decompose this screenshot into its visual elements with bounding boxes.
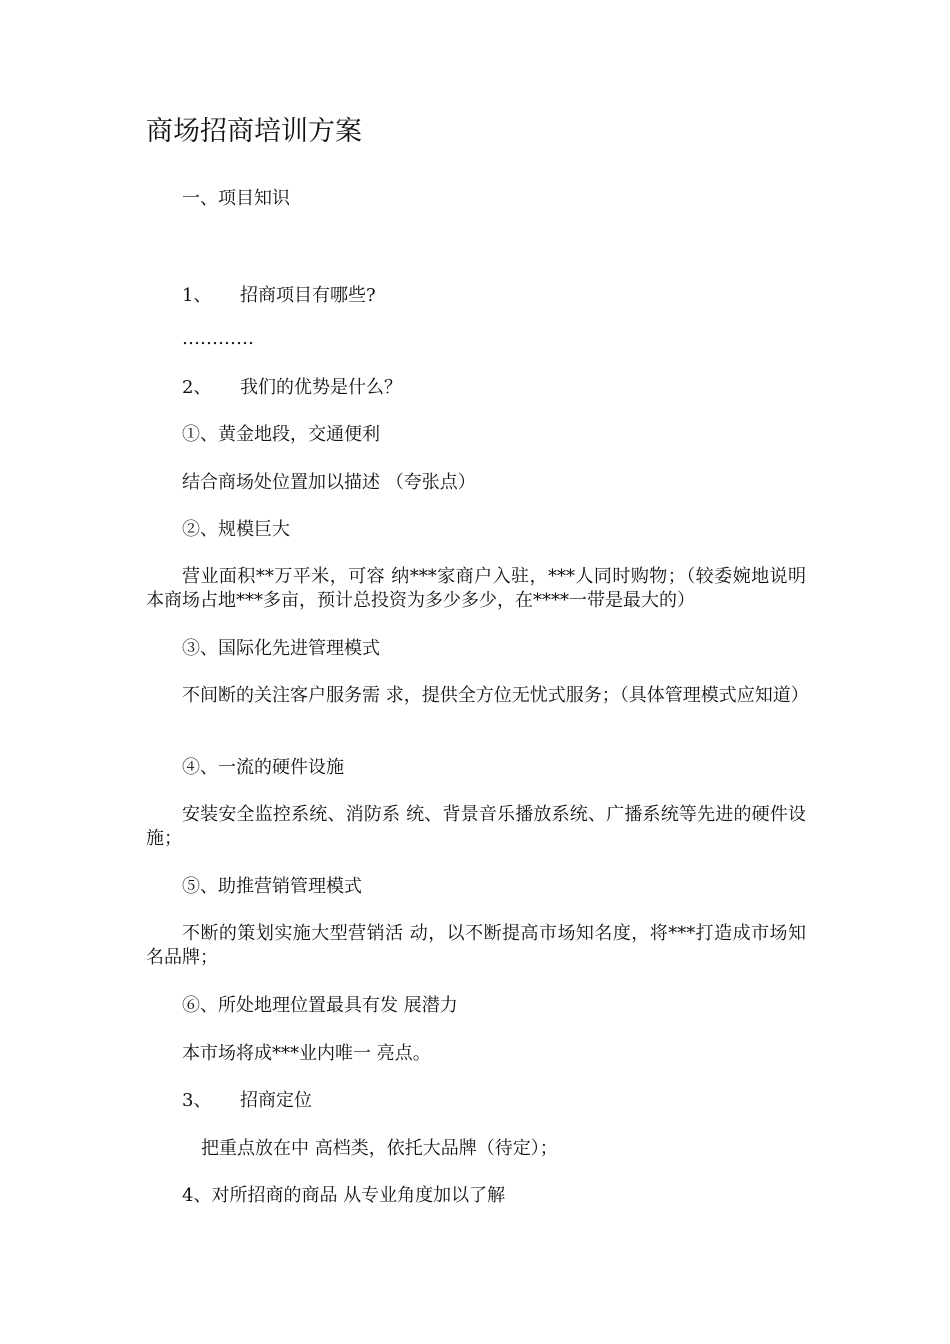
advantage-1-text: 结合商场处位置加以描述 （夸张点） [182,472,476,493]
advantage-6-heading: ⑥、所处地理位置最具有发 展潜力 [182,995,458,1016]
section-heading-project-knowledge: 一、项目知识 [182,188,290,209]
advantage-1-heading: ①、黄金地段，交通便利 [182,424,380,445]
advantage-6-text: 本市场将成***业内唯一 亮点。 [182,1043,431,1064]
question-4: 4、对所招商的商品 从专业角度加以了解 [182,1185,506,1206]
question-2-text: 我们的优势是什么？ [240,377,402,398]
question-1-text: 招商项目有哪些? [240,285,376,306]
question-3-number: 3、 [182,1090,212,1111]
advantage-3-text: 不间断的关注客户服务需 求，提供全方位无忧式服务；（具体管理模式应知道） [182,685,809,706]
document-title: 商场招商培训方案 [146,116,362,147]
advantage-3-heading: ③、国际化先进管理模式 [182,638,380,659]
question-1 [182,284,376,308]
question-3 [182,1089,312,1113]
advantage-2-heading: ②、规模巨大 [182,519,290,540]
advantage-2-text: 营业面积**万平米，可容 纳***家商户入驻，***人同时购物；（较委婉地说明本商场占地***多亩，预计总投资为多少多少，在****一带是最大的） [146,566,806,611]
advantage-5-text: 不断的策划实施大型营销活 动，以不断提高市场知名度，将***打造成市场知名品牌； [146,923,806,968]
question-3-text: 招商定位 [240,1090,312,1111]
question-2-number: 2、 [182,377,212,398]
advantage-4-text: 安装安全监控系统、消防系 统、背景音乐播放系统、广播系统等先进的硬件设施； [146,804,806,849]
ellipsis-line: ………… [182,328,254,349]
advantage-4-heading: ④、一流的硬件设施 [182,757,344,778]
question-1-number: 1、 [182,285,212,306]
question-2 [182,376,402,400]
advantage-5-heading: ⑤、助推营销管理模式 [182,876,362,897]
question-3-detail: 把重点放在中 高档类，依托大品牌（待定）； [201,1138,558,1159]
